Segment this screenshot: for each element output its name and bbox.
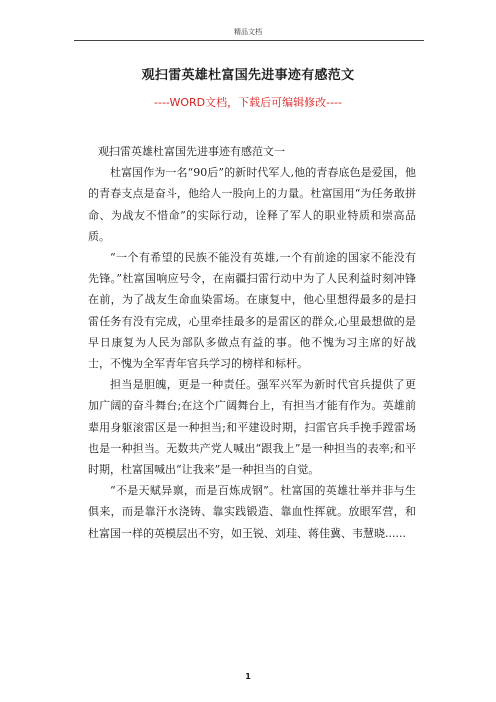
page-number: 1 (245, 672, 251, 681)
page-header-label: 精品文档 (234, 28, 262, 36)
paragraph: 担当是胆魄，更是一种责任。强军兴军为新时代官兵提供了更加广阔的奋斗舞台;在这个广阔舞台上，有担当才能有作为。英雄前辈用身躯滚雷区是一种担当;和平建设时期，扫雷官兵手挽手蹚雷场也是一种担当。无数共产党人喊出“跟我上”是一种担当的表率;和平时期，杜富国喊出“让我来”是一种担当的自觉。 (88, 378, 416, 477)
header-divider (74, 40, 424, 41)
paragraph-heading: 观扫雷英雄杜富国先进事迹有感范文一 (98, 145, 285, 158)
document-subtitle: ----WORD文档，下载后可编辑修改---- (154, 96, 342, 109)
document-title: 观扫雷英雄杜富国先进事迹有感范文 (141, 68, 355, 83)
paragraph: 杜富国作为一名“90后”的新时代军人,他的青春底色是爱国，他的青春支点是奋斗，他给人一股向上的力量。杜富国用“为任务敢拼命、为战友不惜命”的实际行动，诠释了军人的职业特质和崇高品质。 (88, 166, 416, 243)
paragraph: “不是天赋异禀，而是百炼成钢”。杜富国的英雄壮举并非与生俱来，而是靠汗水浇铸、靠实践锻造、靠血性挥就。放眼军营，和杜富国一样的英模层出不穷，如王锐、刘珪、蒋佳冀、韦慧晓...... (88, 484, 416, 540)
paragraph: “一个有希望的民族不能没有英雄,一个有前途的国家不能没有先锋。”杜富国响应号令，在南疆扫雷行动中为了人民利益时刻冲锋在前，为了战友生命血染雷场。在康复中，他心里想得最多的是扫雷任务有没有完成，心里牵挂最多的是雷区的群众,心里最想做的是早日康复为人民为部队多做点有益的事。他不愧为习主席的好战士，不愧为全军青年官兵学习的榜样和标杆。 (88, 251, 416, 371)
document-body (88, 141, 416, 544)
